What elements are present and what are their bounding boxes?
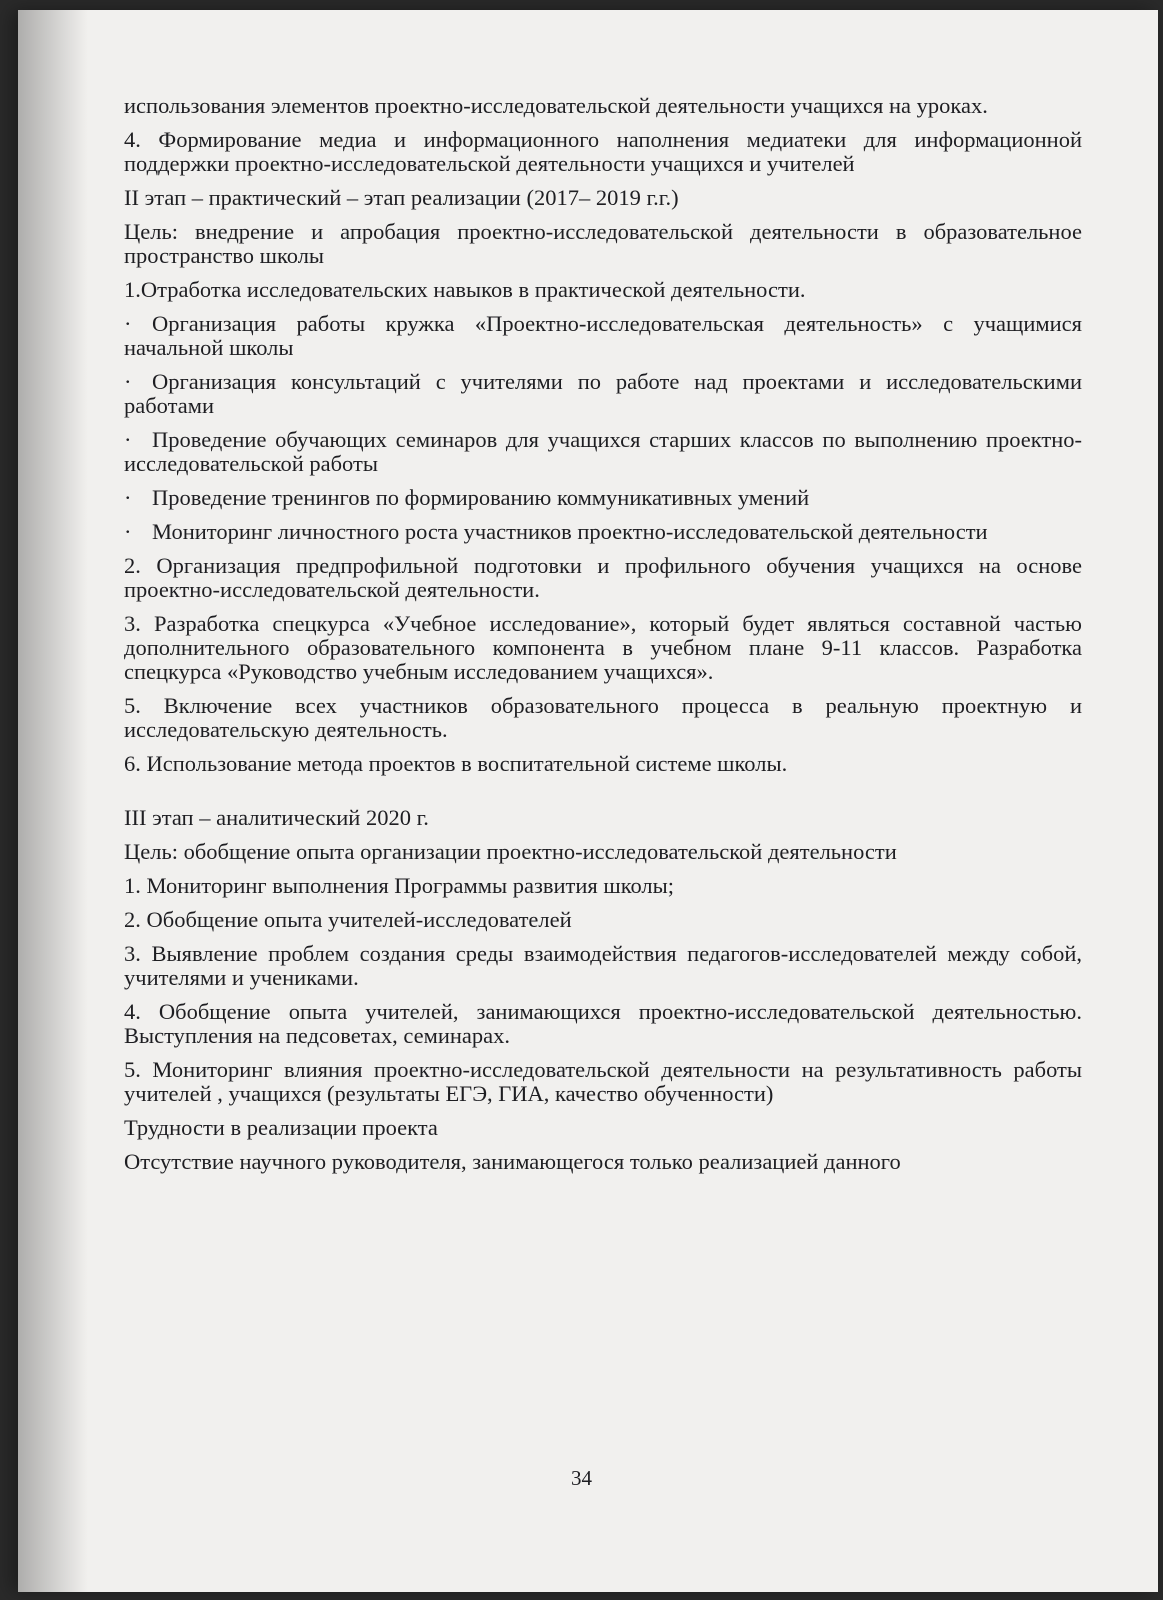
item-project-method: 6. Использование метода проектов в воспитательной системе школы. xyxy=(124,751,788,776)
bullet-marker: · xyxy=(124,311,132,336)
item-special-course: 3. Разработка спецкурса «Учебное исследование», который будет являться составной частью дополнительного образовательного компонента в учебном плане 9-11 классов. Разработка спецкурса «Руководство учебным исследованием учащихся». xyxy=(124,611,1082,684)
stage-3-goal: Цель: обобщение опыта организации проектно-исследовательской деятельности xyxy=(124,839,897,864)
item-profile-training: 2. Организация предпрофильной подготовки и профильного обучения учащихся на основе проектно-исследовательской деятельности. xyxy=(124,553,1082,602)
bullet-marker: · xyxy=(124,485,132,510)
difficulties-heading: Трудности в реализации проекта xyxy=(124,1115,438,1140)
bullet-item xyxy=(124,486,1082,510)
stage-2-goal: Цель: внедрение и апробация проектно-исследовательской деятельности в образовательное пространство школы xyxy=(124,219,1082,268)
bullet-item xyxy=(124,428,1082,476)
bullet-item xyxy=(124,520,1082,544)
item-research-skills: 1.Отработка исследовательских навыков в практической деятельности. xyxy=(124,277,806,302)
item-involvement: 5. Включение всех участников образовательного процесса в реальную проектную и исследовательскую деятельность. xyxy=(124,693,1082,742)
item-generalization: 2. Обобщение опыта учителей-исследователей xyxy=(124,907,572,932)
item-problems: 3. Выявление проблем создания среды взаимодействия педагогов-исследователей между собой, учителями и учениками. xyxy=(124,941,1082,990)
bullet-marker: · xyxy=(124,427,132,452)
bullet-text: Организация работы кружка «Проектно-исследовательская деятельность» с учащимися начальной школы xyxy=(124,311,1082,360)
page-number: 34 xyxy=(571,1466,592,1490)
binding-shadow xyxy=(18,10,88,1592)
bullet-marker: · xyxy=(124,519,132,544)
bullet-item xyxy=(124,312,1082,360)
bullet-text: Мониторинг личностного роста участников проектно-исследовательской деятельности xyxy=(152,519,988,544)
bullet-text: Организация консультаций с учителями по работе над проектами и исследовательскими работами xyxy=(124,369,1082,418)
item-media-library: 4. Формирование медиа и информационного наполнения медиатеки для информационной поддержки проектно-исследовательской деятельности учащихся и учителей xyxy=(124,127,1082,176)
item-experience: 4. Обобщение опыта учителей, занимающихся проектно-исследовательской деятельностью. Выступления на педсоветах, семинарах. xyxy=(124,999,1082,1048)
item-monitoring-influence: 5. Мониторинг влияния проектно-исследовательской деятельности на результативность работы учителей , учащихся (результаты ЕГЭ, ГИА, качество обученности) xyxy=(124,1057,1082,1106)
item-monitoring-program: 1. Мониторинг выполнения Программы развития школы; xyxy=(124,873,675,898)
scanned-page xyxy=(18,10,1158,1592)
difficulties-text: Отсутствие научного руководителя, занимающегося только реализацией данного xyxy=(124,1149,901,1174)
page-body xyxy=(124,94,1082,1184)
paragraph-continuation: использования элементов проектно-исследовательской деятельности учащихся на уроках. xyxy=(124,93,988,118)
stage-2-heading: II этап – практический – этап реализации (2017– 2019 г.г.) xyxy=(124,185,679,210)
stage-3-heading: III этап – аналитический 2020 г. xyxy=(124,805,429,830)
bullet-text: Проведение тренингов по формированию коммуникативных умений xyxy=(152,485,810,510)
bullet-item xyxy=(124,370,1082,418)
bullet-text: Проведение обучающих семинаров для учащихся старших классов по выполнению проектно-исследовательской работы xyxy=(124,427,1082,476)
bullet-marker: · xyxy=(124,369,132,394)
